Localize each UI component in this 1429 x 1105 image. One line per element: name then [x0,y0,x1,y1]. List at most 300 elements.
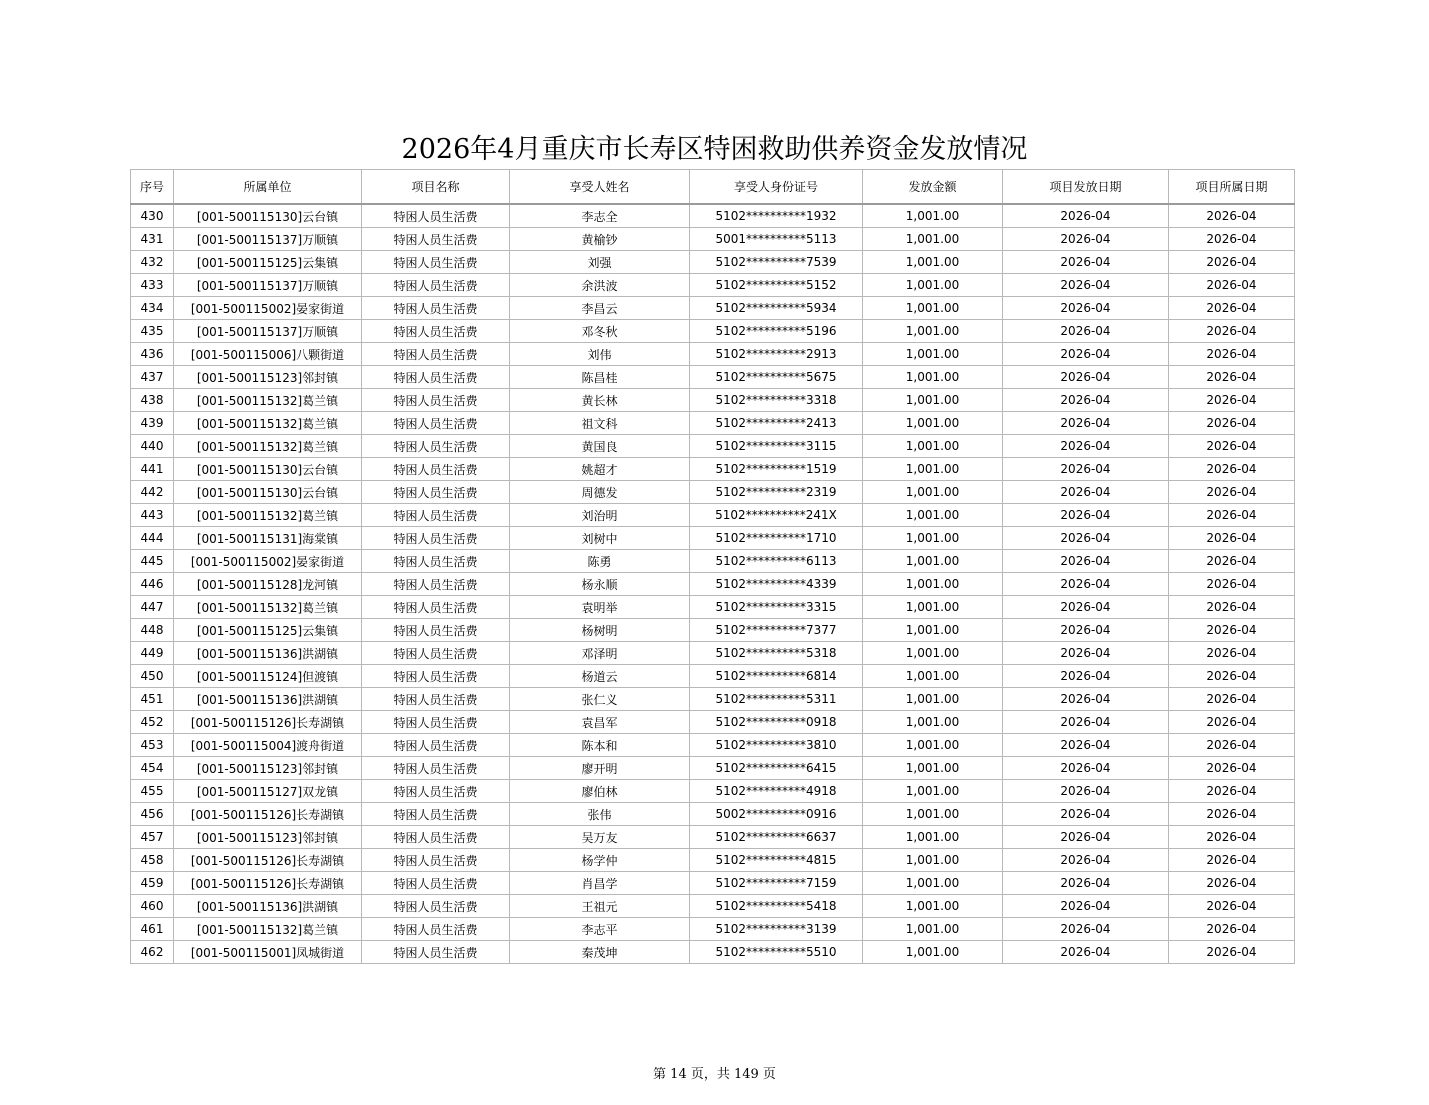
cell-id-number: 5102**********3315 [690,596,863,619]
cell-period-date: 2026-04 [1169,204,1295,228]
cell-project: 特困人员生活费 [362,343,510,366]
cell-amount: 1,001.00 [863,504,1003,527]
cell-amount: 1,001.00 [863,550,1003,573]
cell-project: 特困人员生活费 [362,412,510,435]
cell-id-number: 5102**********241X [690,504,863,527]
cell-seq: 438 [131,389,174,412]
cell-period-date: 2026-04 [1169,734,1295,757]
cell-project: 特困人员生活费 [362,849,510,872]
column-header-id-number: 享受人身份证号 [690,170,863,205]
cell-seq: 459 [131,872,174,895]
cell-id-number: 5102**********3139 [690,918,863,941]
cell-issue-date: 2026-04 [1003,688,1169,711]
cell-recipient-name: 张伟 [510,803,690,826]
cell-unit: [001-500115124]但渡镇 [174,665,362,688]
cell-period-date: 2026-04 [1169,711,1295,734]
cell-seq: 443 [131,504,174,527]
cell-amount: 1,001.00 [863,803,1003,826]
cell-recipient-name: 黄榆钞 [510,228,690,251]
cell-seq: 448 [131,619,174,642]
cell-recipient-name: 杨学仲 [510,849,690,872]
cell-project: 特困人员生活费 [362,573,510,596]
cell-amount: 1,001.00 [863,688,1003,711]
cell-issue-date: 2026-04 [1003,849,1169,872]
cell-period-date: 2026-04 [1169,941,1295,964]
cell-period-date: 2026-04 [1169,849,1295,872]
cell-issue-date: 2026-04 [1003,573,1169,596]
cell-id-number: 5102**********3810 [690,734,863,757]
cell-amount: 1,001.00 [863,366,1003,389]
cell-unit: [001-500115132]葛兰镇 [174,596,362,619]
cell-id-number: 5102**********0918 [690,711,863,734]
cell-amount: 1,001.00 [863,412,1003,435]
table-row [131,734,1295,757]
cell-project: 特困人员生活费 [362,596,510,619]
cell-id-number: 5102**********7377 [690,619,863,642]
cell-period-date: 2026-04 [1169,504,1295,527]
column-header-recipient-name: 享受人姓名 [510,170,690,205]
cell-amount: 1,001.00 [863,826,1003,849]
cell-issue-date: 2026-04 [1003,872,1169,895]
cell-recipient-name: 刘伟 [510,343,690,366]
cell-id-number: 5102**********5934 [690,297,863,320]
cell-recipient-name: 黄长林 [510,389,690,412]
cell-recipient-name: 姚超才 [510,458,690,481]
cell-unit: [001-500115136]洪湖镇 [174,895,362,918]
cell-unit: [001-500115125]云集镇 [174,251,362,274]
cell-project: 特困人员生活费 [362,895,510,918]
cell-unit: [001-500115123]邻封镇 [174,366,362,389]
cell-seq: 456 [131,803,174,826]
cell-amount: 1,001.00 [863,665,1003,688]
cell-unit: [001-500115004]渡舟街道 [174,734,362,757]
table-row [131,849,1295,872]
cell-id-number: 5102**********7159 [690,872,863,895]
table-row [131,665,1295,688]
cell-period-date: 2026-04 [1169,458,1295,481]
cell-issue-date: 2026-04 [1003,757,1169,780]
cell-seq: 452 [131,711,174,734]
cell-recipient-name: 祖文科 [510,412,690,435]
cell-seq: 431 [131,228,174,251]
column-header-issue-date: 项目发放日期 [1003,170,1169,205]
cell-amount: 1,001.00 [863,642,1003,665]
table-row [131,550,1295,573]
cell-period-date: 2026-04 [1169,343,1295,366]
cell-amount: 1,001.00 [863,458,1003,481]
cell-unit: [001-500115006]八颗街道 [174,343,362,366]
cell-seq: 462 [131,941,174,964]
cell-issue-date: 2026-04 [1003,274,1169,297]
cell-unit: [001-500115132]葛兰镇 [174,435,362,458]
table-row [131,573,1295,596]
cell-period-date: 2026-04 [1169,780,1295,803]
cell-project: 特困人员生活费 [362,619,510,642]
cell-issue-date: 2026-04 [1003,619,1169,642]
cell-seq: 460 [131,895,174,918]
cell-seq: 441 [131,458,174,481]
cell-recipient-name: 袁明举 [510,596,690,619]
table-row [131,941,1295,964]
cell-project: 特困人员生活费 [362,688,510,711]
cell-recipient-name: 杨永顺 [510,573,690,596]
cell-issue-date: 2026-04 [1003,504,1169,527]
cell-id-number: 5102**********4339 [690,573,863,596]
table-header-row [131,170,1295,205]
cell-amount: 1,001.00 [863,481,1003,504]
cell-period-date: 2026-04 [1169,688,1295,711]
cell-id-number: 5102**********2413 [690,412,863,435]
cell-project: 特困人员生活费 [362,228,510,251]
page-footer: 第 14 页，共 149 页 [653,1067,776,1082]
table-row [131,711,1295,734]
cell-amount: 1,001.00 [863,389,1003,412]
cell-seq: 450 [131,665,174,688]
cell-unit: [001-500115126]长寿湖镇 [174,711,362,734]
cell-seq: 430 [131,204,174,228]
cell-unit: [001-500115002]晏家街道 [174,297,362,320]
cell-project: 特困人员生活费 [362,734,510,757]
table-row [131,803,1295,826]
cell-recipient-name: 余洪波 [510,274,690,297]
cell-issue-date: 2026-04 [1003,389,1169,412]
cell-project: 特困人员生活费 [362,297,510,320]
cell-amount: 1,001.00 [863,895,1003,918]
cell-id-number: 5102**********1932 [690,204,863,228]
cell-id-number: 5102**********4918 [690,780,863,803]
cell-period-date: 2026-04 [1169,527,1295,550]
cell-seq: 433 [131,274,174,297]
cell-project: 特困人员生活费 [362,458,510,481]
cell-unit: [001-500115137]万顺镇 [174,228,362,251]
cell-issue-date: 2026-04 [1003,780,1169,803]
cell-id-number: 5102**********1519 [690,458,863,481]
table-row [131,780,1295,803]
cell-recipient-name: 陈本和 [510,734,690,757]
cell-unit: [001-500115132]葛兰镇 [174,918,362,941]
cell-period-date: 2026-04 [1169,642,1295,665]
cell-period-date: 2026-04 [1169,872,1295,895]
cell-period-date: 2026-04 [1169,251,1295,274]
cell-id-number: 5102**********6814 [690,665,863,688]
cell-issue-date: 2026-04 [1003,895,1169,918]
cell-id-number: 5102**********5318 [690,642,863,665]
cell-id-number: 5102**********5152 [690,274,863,297]
cell-period-date: 2026-04 [1169,274,1295,297]
cell-amount: 1,001.00 [863,849,1003,872]
table-row [131,412,1295,435]
cell-id-number: 5102**********6113 [690,550,863,573]
cell-issue-date: 2026-04 [1003,803,1169,826]
column-header-seq: 序号 [131,170,174,205]
cell-id-number: 5102**********5418 [690,895,863,918]
column-header-unit: 所属单位 [174,170,362,205]
table-row [131,826,1295,849]
cell-id-number: 5102**********5510 [690,941,863,964]
cell-recipient-name: 廖伯林 [510,780,690,803]
table-row [131,596,1295,619]
cell-unit: [001-500115130]云台镇 [174,204,362,228]
cell-period-date: 2026-04 [1169,389,1295,412]
cell-unit: [001-500115132]葛兰镇 [174,389,362,412]
table-row [131,895,1295,918]
cell-amount: 1,001.00 [863,320,1003,343]
cell-project: 特困人员生活费 [362,274,510,297]
cell-id-number: 5102**********7539 [690,251,863,274]
cell-amount: 1,001.00 [863,228,1003,251]
cell-unit: [001-500115126]长寿湖镇 [174,849,362,872]
cell-unit: [001-500115001]凤城街道 [174,941,362,964]
cell-amount: 1,001.00 [863,435,1003,458]
cell-seq: 449 [131,642,174,665]
cell-unit: [001-500115137]万顺镇 [174,274,362,297]
cell-unit: [001-500115123]邻封镇 [174,757,362,780]
cell-period-date: 2026-04 [1169,320,1295,343]
cell-amount: 1,001.00 [863,527,1003,550]
cell-unit: [001-500115130]云台镇 [174,458,362,481]
cell-period-date: 2026-04 [1169,435,1295,458]
cell-amount: 1,001.00 [863,204,1003,228]
cell-unit: [001-500115132]葛兰镇 [174,412,362,435]
cell-seq: 446 [131,573,174,596]
cell-issue-date: 2026-04 [1003,826,1169,849]
cell-project: 特困人员生活费 [362,204,510,228]
cell-period-date: 2026-04 [1169,366,1295,389]
cell-period-date: 2026-04 [1169,297,1295,320]
cell-project: 特困人员生活费 [362,780,510,803]
cell-seq: 447 [131,596,174,619]
cell-seq: 445 [131,550,174,573]
cell-recipient-name: 黄国良 [510,435,690,458]
cell-amount: 1,001.00 [863,918,1003,941]
cell-recipient-name: 王祖元 [510,895,690,918]
cell-id-number: 5102**********6637 [690,826,863,849]
cell-project: 特困人员生活费 [362,757,510,780]
cell-period-date: 2026-04 [1169,757,1295,780]
cell-recipient-name: 吴万友 [510,826,690,849]
table-row [131,872,1295,895]
cell-amount: 1,001.00 [863,780,1003,803]
cell-issue-date: 2026-04 [1003,734,1169,757]
table-row [131,297,1295,320]
page-title: 2026年4月重庆市长寿区特困救助供养资金发放情况 [401,134,1028,165]
cell-period-date: 2026-04 [1169,803,1295,826]
cell-seq: 439 [131,412,174,435]
cell-amount: 1,001.00 [863,596,1003,619]
cell-unit: [001-500115126]长寿湖镇 [174,803,362,826]
cell-id-number: 5102**********2319 [690,481,863,504]
cell-period-date: 2026-04 [1169,619,1295,642]
table-row [131,918,1295,941]
table-row [131,251,1295,274]
cell-recipient-name: 邓冬秋 [510,320,690,343]
cell-seq: 432 [131,251,174,274]
cell-issue-date: 2026-04 [1003,435,1169,458]
cell-unit: [001-500115130]云台镇 [174,481,362,504]
cell-recipient-name: 杨道云 [510,665,690,688]
cell-unit: [001-500115137]万顺镇 [174,320,362,343]
cell-project: 特困人员生活费 [362,389,510,412]
cell-issue-date: 2026-04 [1003,527,1169,550]
column-header-amount: 发放金额 [863,170,1003,205]
cell-project: 特困人员生活费 [362,803,510,826]
cell-amount: 1,001.00 [863,297,1003,320]
cell-seq: 461 [131,918,174,941]
cell-unit: [001-500115136]洪湖镇 [174,642,362,665]
cell-recipient-name: 李昌云 [510,297,690,320]
cell-project: 特困人员生活费 [362,366,510,389]
cell-period-date: 2026-04 [1169,918,1295,941]
cell-unit: [001-500115128]龙河镇 [174,573,362,596]
cell-issue-date: 2026-04 [1003,481,1169,504]
cell-project: 特困人员生活费 [362,527,510,550]
table-row [131,274,1295,297]
cell-id-number: 5001**********5113 [690,228,863,251]
column-header-project: 项目名称 [362,170,510,205]
table-row [131,435,1295,458]
cell-id-number: 5102**********2913 [690,343,863,366]
cell-unit: [001-500115002]晏家街道 [174,550,362,573]
table-row [131,458,1295,481]
cell-period-date: 2026-04 [1169,826,1295,849]
column-header-period-date: 项目所属日期 [1169,170,1295,205]
cell-amount: 1,001.00 [863,872,1003,895]
cell-issue-date: 2026-04 [1003,297,1169,320]
cell-id-number: 5102**********5196 [690,320,863,343]
table-row [131,642,1295,665]
table-row [131,204,1295,228]
disbursement-table [130,169,1295,964]
table-row [131,481,1295,504]
cell-recipient-name: 陈勇 [510,550,690,573]
cell-seq: 435 [131,320,174,343]
cell-issue-date: 2026-04 [1003,228,1169,251]
cell-issue-date: 2026-04 [1003,251,1169,274]
cell-issue-date: 2026-04 [1003,665,1169,688]
table-row [131,320,1295,343]
cell-project: 特困人员生活费 [362,481,510,504]
cell-recipient-name: 刘治明 [510,504,690,527]
cell-seq: 453 [131,734,174,757]
cell-issue-date: 2026-04 [1003,941,1169,964]
cell-project: 特困人员生活费 [362,504,510,527]
cell-amount: 1,001.00 [863,343,1003,366]
cell-id-number: 5002**********0916 [690,803,863,826]
cell-seq: 458 [131,849,174,872]
cell-project: 特困人员生活费 [362,665,510,688]
table-row [131,504,1295,527]
cell-period-date: 2026-04 [1169,665,1295,688]
table-row [131,688,1295,711]
cell-id-number: 5102**********4815 [690,849,863,872]
cell-recipient-name: 李志全 [510,204,690,228]
cell-issue-date: 2026-04 [1003,711,1169,734]
cell-unit: [001-500115132]葛兰镇 [174,504,362,527]
cell-id-number: 5102**********3115 [690,435,863,458]
cell-seq: 442 [131,481,174,504]
cell-period-date: 2026-04 [1169,481,1295,504]
cell-seq: 451 [131,688,174,711]
cell-project: 特困人员生活费 [362,941,510,964]
cell-seq: 436 [131,343,174,366]
cell-recipient-name: 肖昌学 [510,872,690,895]
cell-issue-date: 2026-04 [1003,458,1169,481]
cell-unit: [001-500115123]邻封镇 [174,826,362,849]
cell-unit: [001-500115131]海棠镇 [174,527,362,550]
cell-issue-date: 2026-04 [1003,366,1169,389]
cell-period-date: 2026-04 [1169,573,1295,596]
cell-recipient-name: 廖开明 [510,757,690,780]
cell-period-date: 2026-04 [1169,596,1295,619]
cell-unit: [001-500115136]洪湖镇 [174,688,362,711]
cell-issue-date: 2026-04 [1003,412,1169,435]
cell-seq: 444 [131,527,174,550]
cell-id-number: 5102**********1710 [690,527,863,550]
cell-recipient-name: 陈昌桂 [510,366,690,389]
cell-project: 特困人员生活费 [362,642,510,665]
table-row [131,757,1295,780]
cell-project: 特困人员生活费 [362,918,510,941]
table-row [131,527,1295,550]
cell-id-number: 5102**********6415 [690,757,863,780]
cell-seq: 434 [131,297,174,320]
cell-recipient-name: 李志平 [510,918,690,941]
table-row [131,619,1295,642]
cell-amount: 1,001.00 [863,711,1003,734]
cell-amount: 1,001.00 [863,757,1003,780]
cell-recipient-name: 杨树明 [510,619,690,642]
table-row [131,366,1295,389]
cell-project: 特困人员生活费 [362,872,510,895]
cell-recipient-name: 袁昌军 [510,711,690,734]
cell-amount: 1,001.00 [863,734,1003,757]
cell-unit: [001-500115127]双龙镇 [174,780,362,803]
cell-amount: 1,001.00 [863,274,1003,297]
cell-period-date: 2026-04 [1169,550,1295,573]
cell-period-date: 2026-04 [1169,412,1295,435]
cell-project: 特困人员生活费 [362,826,510,849]
cell-recipient-name: 周德发 [510,481,690,504]
cell-amount: 1,001.00 [863,573,1003,596]
cell-amount: 1,001.00 [863,619,1003,642]
cell-unit: [001-500115125]云集镇 [174,619,362,642]
cell-recipient-name: 张仁义 [510,688,690,711]
cell-period-date: 2026-04 [1169,228,1295,251]
cell-issue-date: 2026-04 [1003,320,1169,343]
cell-id-number: 5102**********5675 [690,366,863,389]
cell-project: 特困人员生活费 [362,251,510,274]
cell-seq: 455 [131,780,174,803]
table-row [131,228,1295,251]
cell-unit: [001-500115126]长寿湖镇 [174,872,362,895]
cell-project: 特困人员生活费 [362,435,510,458]
cell-project: 特困人员生活费 [362,320,510,343]
cell-recipient-name: 刘树中 [510,527,690,550]
cell-period-date: 2026-04 [1169,895,1295,918]
cell-amount: 1,001.00 [863,251,1003,274]
cell-id-number: 5102**********3318 [690,389,863,412]
cell-seq: 437 [131,366,174,389]
cell-issue-date: 2026-04 [1003,550,1169,573]
cell-issue-date: 2026-04 [1003,596,1169,619]
cell-project: 特困人员生活费 [362,550,510,573]
cell-amount: 1,001.00 [863,941,1003,964]
cell-recipient-name: 邓泽明 [510,642,690,665]
cell-seq: 454 [131,757,174,780]
table-body [131,204,1295,964]
table-row [131,389,1295,412]
cell-recipient-name: 刘强 [510,251,690,274]
